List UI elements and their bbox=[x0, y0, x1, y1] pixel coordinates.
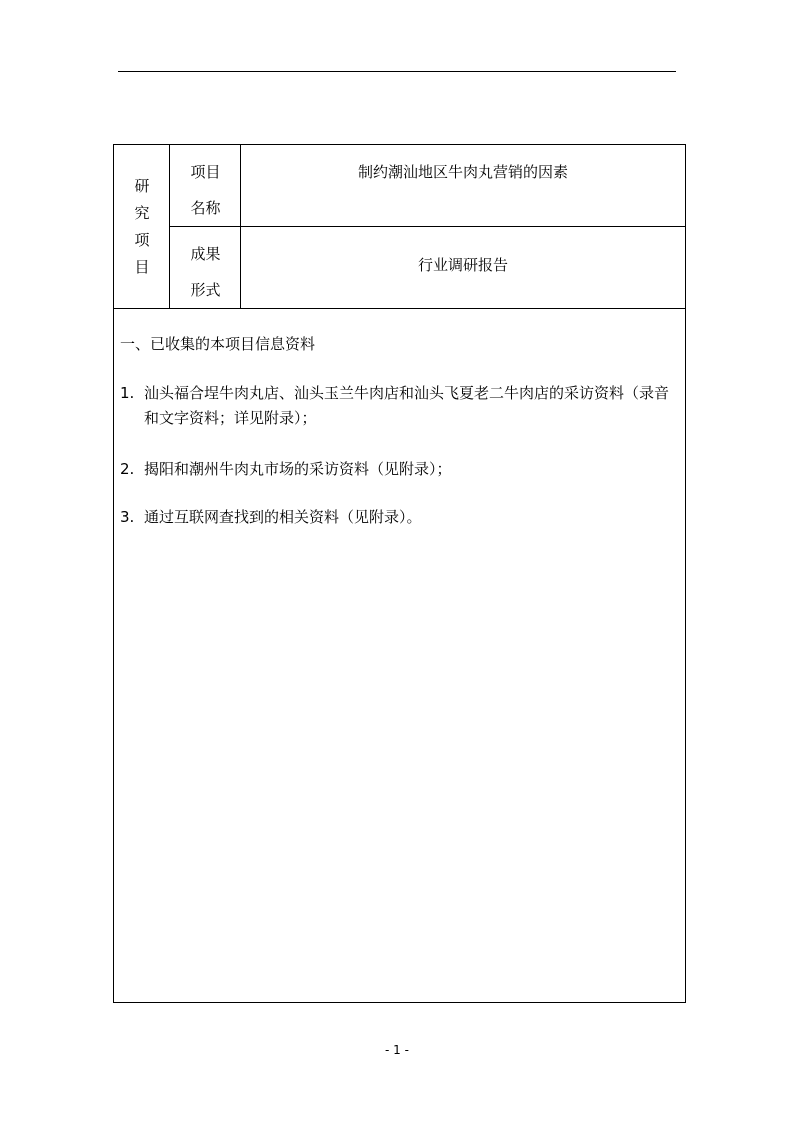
list-item bbox=[120, 505, 682, 530]
list-item-text: 揭阳和潮州牛肉丸市场的采访资料（见附录）； bbox=[144, 460, 452, 478]
list-item-text: 通过互联网查找到的相关资料（见附录）。 bbox=[144, 508, 422, 526]
project-name-value: 制约潮汕地区牛肉丸营销的因素 bbox=[357, 163, 568, 181]
result-form-label-line: 成果 bbox=[190, 245, 221, 263]
label-char: 研 bbox=[134, 176, 150, 195]
section-heading: 一、已收集的本项目信息资料 bbox=[120, 335, 316, 353]
project-name-label-line: 名称 bbox=[190, 199, 221, 217]
result-form-label bbox=[170, 235, 241, 309]
list-item-number: 2. bbox=[120, 460, 135, 478]
result-form-value: 行业调研报告 bbox=[417, 256, 508, 274]
row-divider bbox=[169, 226, 686, 227]
list-item-number: 1. bbox=[120, 384, 135, 402]
label-char: 目 bbox=[134, 257, 150, 276]
page-number: - 1 - bbox=[385, 1043, 409, 1057]
list-item-text: 汕头福合埕牛肉丸店、汕头玉兰牛肉店和汕头飞夏老二牛肉店的采访资料（录音和文字资料；详见附录）； bbox=[144, 384, 670, 427]
research-form-table bbox=[113, 144, 686, 1003]
result-form-label-line: 形式 bbox=[190, 281, 221, 299]
list-item bbox=[120, 381, 682, 431]
research-project-label bbox=[114, 145, 170, 308]
label-char: 项 bbox=[134, 230, 150, 249]
project-name-label bbox=[170, 153, 241, 227]
header-rule bbox=[118, 71, 676, 72]
list-item bbox=[120, 457, 682, 482]
list-item-number: 3. bbox=[120, 508, 135, 526]
project-name-label-line: 项目 bbox=[190, 163, 221, 181]
label-char: 究 bbox=[134, 203, 150, 222]
